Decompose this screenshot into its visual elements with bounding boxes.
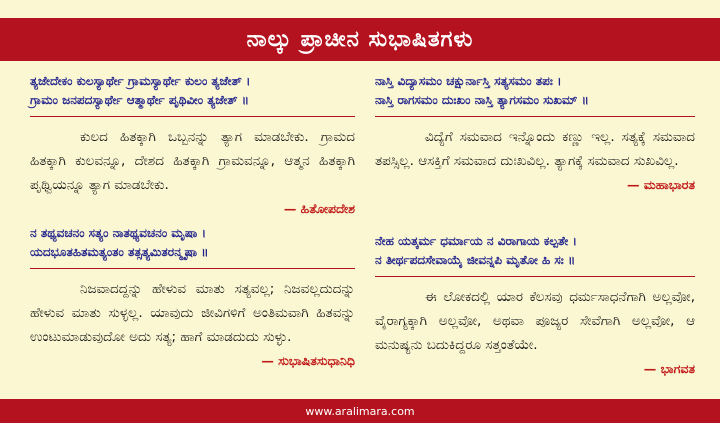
subhashita-block-2 [30, 224, 355, 369]
footer-url[interactable]: www.aralimara.com [305, 404, 415, 418]
sloka-line: ನಾಸ್ತಿ ರಾಗಸಮಂ ದುಃಖಂ ನಾಸ್ತಿ ತ್ಯಾಗಸಮಂ ಸುಖಮ್ ॥ [375, 93, 589, 107]
sloka-text [375, 72, 695, 110]
source-label: — ಸುಭಾಷಿತಸುಧಾನಿಧಿ [261, 353, 355, 368]
source-label: — ಭಾಗವತ [643, 361, 695, 376]
sloka-text [375, 232, 695, 270]
sloka-line: ಯದಭೂತಹಿತಮತ್ಯಂತಂ ತತ್ಸತ್ಯಮಿತರನ್ಮೃಷಾ ॥ [30, 245, 209, 259]
subhashita-block-1 [30, 72, 355, 217]
divider [30, 268, 355, 269]
meaning-text: ಕುಲದ ಹಿತಕ್ಕಾಗಿ ಒಬ್ಬನನ್ನು ತ್ಯಾಗ ಮಾಡಬೇಕು. ಗ್ರಾಮದ ಹಿತಕ್ಕಾಗಿ ಕುಲವನ್ನೂ, ದೇಶದ ಹಿತಕ್ಕಾಗಿ ಗ್ರಾಮವನ್ನೂ, ಆತ್ಮನ ಹಿತಕ್ಕಾಗಿ ಪೃಥ್ವಿಯನ್ನೂ ತ್ಯಾಗ ಮಾಡಬೇಕು. [30, 129, 355, 193]
source-label: — ಮಹಾಭಾರತ [626, 177, 695, 192]
subhashita-block-4 [375, 232, 695, 377]
sloka-line: ಗ್ರಾಮಂ ಜನಪದಸ್ಯಾರ್ಥೇ ಆತ್ಮಾರ್ಥೇ ಪೃಥಿವೀಂ ತ್ಯಜೇತ್ ॥ [30, 93, 249, 107]
source-label: — ಹಿತೋಪದೇಶ [283, 201, 355, 216]
page-title: ನಾಲ್ಕು ಪ್ರಾಚೀನ ಸುಭಾಷಿತಗಳು [246, 27, 474, 52]
divider [375, 116, 695, 117]
sloka-line: ನೇಹ ಯತ್ಕರ್ಮ ಧರ್ಮಾಯ ನ ವಿರಾಗಾಯ ಕಲ್ಪತೇ । [375, 234, 577, 248]
subhashita-block-3 [375, 72, 695, 193]
sloka-text [30, 224, 355, 262]
sloka-line: ನ ತೀರ್ಥಪದಸೇವಾಯೈ ಜೀವನ್ನಪಿ ಮೃತೋ ಹಿ ಸಃ ॥ [375, 253, 576, 267]
meaning-text: ನಿಜವಾದದ್ದನ್ನು ಹೇಳುವ ಮಾತು ಸತ್ಯವಲ್ಲ; ನಿಜವಲ್ಲದುದನ್ನು ಹೇಳುವ ಮಾತು ಸುಳ್ಳಲ್ಲ. ಯಾವುದು ಜೀವಿಗಳಿಗೆ ಅಂತಿಮವಾಗಿ ಹಿತವನ್ನು ಉಂಟುಮಾಡುವುದೋ ಅದು ಸತ್ಯ; ಹಾಗೆ ಮಾಡದುದು ಸುಳ್ಳು. [30, 281, 355, 345]
title-banner [0, 18, 720, 61]
sloka-line: ನ ತಥ್ಯವಚನಂ ಸತ್ಯಂ ನಾತಥ್ಯವಚನಂ ಮೃಷಾ । [30, 226, 207, 240]
sloka-line: ತ್ಯಜೇದೇಕಂ ಕುಲಸ್ಯಾರ್ಥೇ ಗ್ರಾಮಸ್ಯಾರ್ಥೇ ಕುಲಂ ತ್ಯಜೇತ್ । [30, 74, 251, 88]
divider [30, 116, 355, 117]
meaning-text: ಈ ಲೋಕದಲ್ಲಿ ಯಾರ ಕೆಲಸವು ಧರ್ಮಸಾಧನೆಗಾಗಿ ಅಲ್ಲವೋ, ವೈರಾಗ್ಯಕ್ಕಾಗಿ ಅಲ್ಲವೋ, ಅಥವಾ ಪೂಜ್ಯರ ಸೇವೆಗಾಗಿ ಅಲ್ಲವೋ, ಆ ಮನುಷ್ಯನು ಬದುಕಿದ್ದರೂ ಸತ್ತಂತೆಯೇ. [375, 289, 695, 353]
sloka-line: ನಾಸ್ತಿ ವಿದ್ಯಾಸಮಂ ಚಕ್ಷುರ್ನಾಸ್ತಿ ಸತ್ಯಸಮಂ ತಪಃ । [375, 74, 562, 88]
meaning-text: ವಿದ್ಯೆಗೆ ಸಮವಾದ ಇನ್ನೊಂದು ಕಣ್ಣು ಇಲ್ಲ. ಸತ್ಯಕ್ಕೆ ಸಮವಾದ ತಪಸ್ಸಿಲ್ಲ. ಆಸಕ್ತಿಗೆ ಸಮವಾದ ದುಃಖವಿಲ್ಲ. ತ್ಯಾಗಕ್ಕೆ ಸಮವಾದ ಸುಖವಿಲ್ಲ. [375, 129, 695, 169]
divider [375, 276, 695, 277]
sloka-text [30, 72, 355, 110]
footer-bar [0, 399, 720, 423]
